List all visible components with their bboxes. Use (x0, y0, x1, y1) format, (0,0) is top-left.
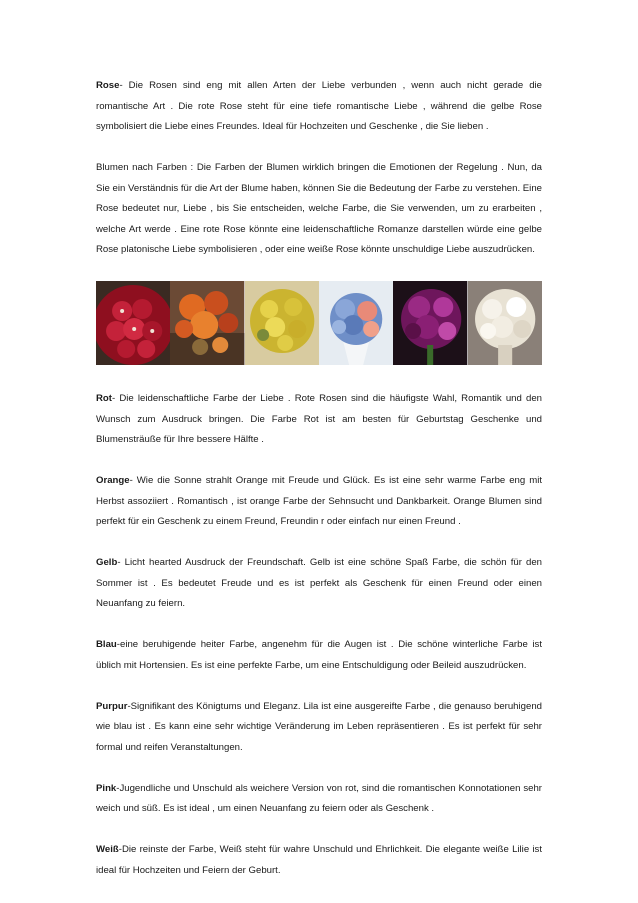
red-rose-ball-bouquet-photo (96, 281, 170, 365)
term-pink: Pink (96, 782, 117, 794)
term-orange: Orange (96, 475, 130, 486)
paragraph-rot (96, 389, 542, 451)
term-rose: Rose (96, 80, 120, 91)
term-gelb: Gelb (96, 557, 118, 568)
flower-photo-strip (96, 281, 542, 365)
orange-flower-arrangement-photo (170, 281, 244, 365)
text-purpur: -Signifikant des Königtums und Eleganz. Lila ist eine ausgereifte Farbe , die genauso beruhigend wie blau ist . Es kann eine sehr wichtige Veränderung im Leben repräsentieren . Es ist perfekt für sehr formal und reifen Veranstaltungen. (96, 700, 542, 753)
text-blau: -eine beruhigende heiter Farbe, angenehm für die Augen ist . Die schöne winterliche Farbe ist üblich mit Hortensien. Es ist eine perfekte Farbe, um eine Entschuldigung oder Beileid auszudrücken. (96, 639, 542, 671)
text-gelb: - Licht hearted Ausdruck der Freundschaft. Gelb ist eine schöne Spaß Farbe, die schön für den Sommer ist . Es bedeutet Freude und es ist perfekt als Geschenk für einen Freund oder einen Neuanfang zu feiern. (96, 557, 542, 609)
paragraph-rose (96, 76, 542, 138)
document-body (96, 76, 542, 902)
yellow-flower-bouquet-photo (245, 281, 319, 365)
text-blumen-nach-farben: Blumen nach Farben : Die Farben der Blumen wirklich bringen die Emotionen der Regelung . Nun, da Sie ein Verständnis für die Art der Blume haben, können Sie die Bedeutung der Farbe zu verstehen. Eine Rose bedeutet nur, Liebe , bis Sie entscheiden, welche Farbe, die Sie verwenden, um zu erarbeiten , welche Art werde . Eine rote Rose könnte eine leidenschaftliche Romanze darstellen würde eine gelbe Rose platonische Liebe symbolisieren , oder eine weiße Rose könnte unschuldige Liebe auszudrücken. (96, 162, 542, 255)
paragraph-orange (96, 471, 542, 533)
text-weiss: -Die reinste der Farbe, Weiß steht für wahre Unschuld und Ehrlichkeit. Die elegante weiße Lilie ist ideal für Hochzeiten und Feiern der Geburt. (96, 844, 542, 876)
paragraph-purpur (96, 697, 542, 759)
term-blau: Blau (96, 639, 117, 650)
term-purpur: Purpur (96, 700, 128, 712)
paragraph-gelb (96, 553, 542, 615)
paragraph-weiss (96, 840, 542, 881)
term-weiss: Weiß (96, 844, 119, 855)
text-rose: - Die Rosen sind eng mit allen Arten der Liebe verbunden , wenn auch nicht gerade die romantische Art . Die rote Rose steht für eine tiefe romantische Liebe , während die gelbe Rose symbolisiert die Liebe eines Freundes. Ideal für Hochzeiten und Geschenke , die Sie lieben . (96, 80, 542, 132)
purple-flower-bouquet-photo (393, 281, 467, 365)
text-rot: - Die leidenschaftliche Farbe der Liebe . Rote Rosen sind die häufigste Wahl, Romantik und den Wunsch zum Ausdruck bringen. Die Farbe Rot ist am besten für Geburtstag Geschenke und Blumensträuße für Ihre bessere Hälfte . (96, 393, 542, 445)
paragraph-pink (96, 779, 542, 820)
term-rot: Rot (96, 393, 112, 404)
white-flower-bouquet-photo (468, 281, 542, 365)
text-pink: -Jugendliche und Unschuld als weichere Version von rot, sind die romantischen Konnotationen sehr weich und süß. Es ist ideal , um einen Neuanfang zu feiern oder als Geschenk . (96, 782, 542, 814)
paragraph-blau (96, 635, 542, 676)
text-orange: - Wie die Sonne strahlt Orange mit Freude und Glück. Es ist eine sehr warme Farbe eng mit Herbst assoziiert . Romantisch , ist orange Farbe der Sehnsucht und Dankbarkeit. Orange Blumen sind perfekt für ein Geschenk zu einem Freund, Freundin r oder einfach nur einen Freund . (96, 475, 542, 527)
blue-hydrangea-bouquet-photo (319, 281, 393, 365)
paragraph-blumen-nach-farben (96, 158, 542, 261)
